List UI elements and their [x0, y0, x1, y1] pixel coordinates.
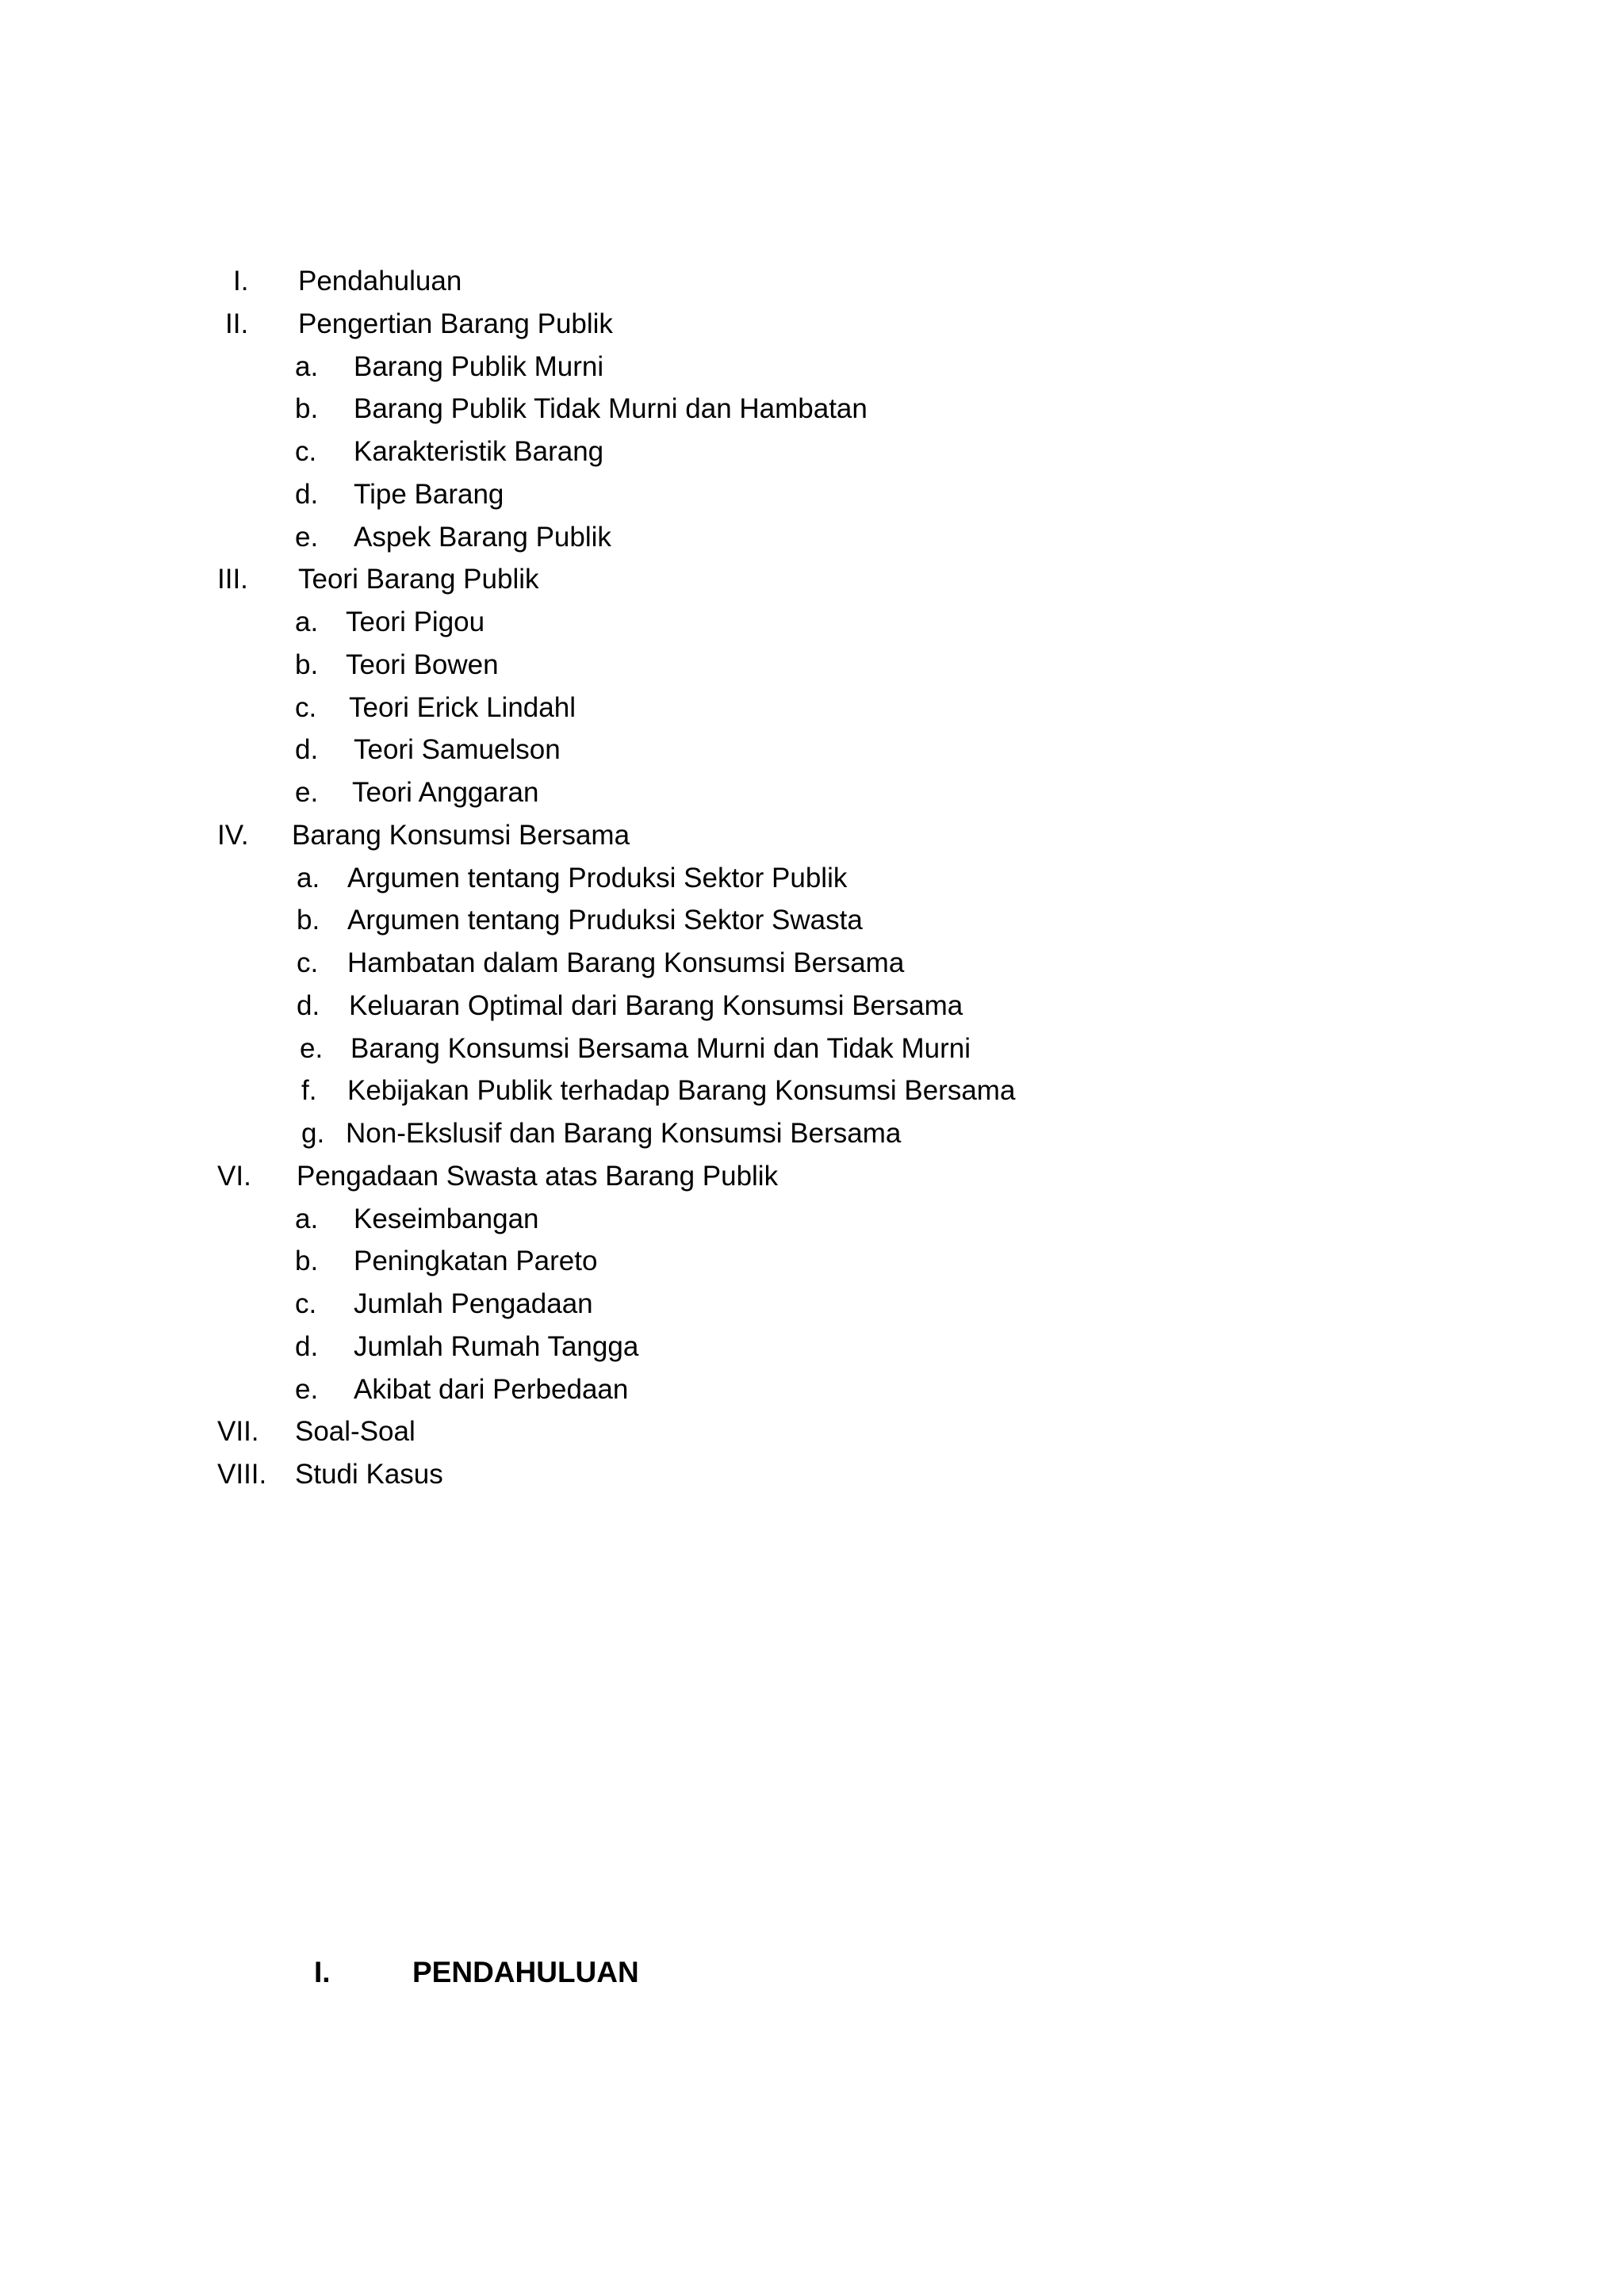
toc-label: Barang Publik Murni — [354, 350, 604, 382]
toc-number: c. — [295, 436, 317, 467]
toc-subsection — [0, 346, 1624, 388]
toc-label: Pengertian Barang Publik — [298, 308, 613, 339]
toc-number: d. — [297, 989, 320, 1021]
toc-label: Teori Erick Lindahl — [349, 691, 576, 723]
toc-subsection — [0, 942, 1624, 985]
toc-label: Keseimbangan — [354, 1203, 539, 1234]
toc-label: Studi Kasus — [295, 1459, 443, 1490]
section-heading-title: PENDAHULUAN — [412, 1956, 639, 1988]
toc-number: b. — [295, 649, 319, 680]
toc-label: Keluaran Optimal dari Barang Konsumsi Bersama — [349, 989, 963, 1021]
toc-chapter — [0, 1155, 1624, 1198]
toc-subsection — [0, 1112, 1624, 1155]
toc-subsection — [0, 1027, 1624, 1070]
toc-label: Akibat dari Perbedaan — [354, 1373, 629, 1405]
toc-number: VI. — [217, 1160, 251, 1192]
toc-label: Teori Bowen — [346, 649, 499, 680]
toc-number: g. — [301, 1118, 325, 1149]
toc-number: d. — [295, 734, 319, 766]
toc-chapter — [0, 1410, 1624, 1453]
toc-label: Karakteristik Barang — [354, 436, 604, 467]
toc-subsection — [0, 771, 1624, 814]
toc-label: Non-Ekslusif dan Barang Konsumsi Bersama — [346, 1118, 902, 1149]
toc-subsection — [0, 1240, 1624, 1283]
toc-number: a. — [295, 607, 319, 637]
toc-number: VII. — [217, 1416, 259, 1448]
toc-subsection — [0, 430, 1624, 473]
toc-subsection — [0, 601, 1624, 644]
toc-number: a. — [295, 350, 319, 382]
toc-label: Teori Barang Publik — [298, 564, 539, 595]
toc-subsection — [0, 899, 1624, 942]
toc-number: IV. — [217, 819, 249, 851]
toc-label: Tipe Barang — [354, 478, 504, 510]
section-heading — [0, 1949, 1624, 1996]
toc-chapter — [0, 303, 1624, 346]
toc-subsection — [0, 729, 1624, 771]
toc-subsection — [0, 857, 1624, 900]
toc-label: Barang Konsumsi Bersama Murni dan Tidak Murni — [350, 1032, 971, 1064]
toc-label: Jumlah Pengadaan — [354, 1288, 593, 1319]
toc-number: b. — [295, 393, 319, 425]
toc-number: II. — [225, 308, 249, 339]
toc-subsection — [0, 985, 1624, 1027]
toc-number: a. — [297, 862, 320, 894]
toc-subsection — [0, 1368, 1624, 1411]
toc-chapter — [0, 814, 1624, 857]
toc-label: Aspek Barang Publik — [354, 521, 611, 553]
toc-label: Hambatan dalam Barang Konsumsi Bersama — [347, 947, 905, 978]
toc-number: c. — [295, 691, 317, 723]
toc-subsection — [0, 1326, 1624, 1368]
toc-label: Kebijakan Publik terhadap Barang Konsumsi Bersama — [347, 1075, 1016, 1107]
toc-number: I. — [233, 266, 249, 297]
toc-number: e. — [295, 1373, 319, 1405]
toc-number: VIII. — [217, 1459, 267, 1490]
toc-subsection — [0, 644, 1624, 687]
toc-subsection — [0, 687, 1624, 729]
toc-subsection — [0, 473, 1624, 516]
toc-label: Pengadaan Swasta atas Barang Publik — [297, 1160, 779, 1192]
toc-label: Jumlah Rumah Tangga — [354, 1330, 639, 1362]
toc-label: Argumen tentang Produksi Sektor Publik — [347, 862, 848, 894]
toc-number: b. — [295, 1246, 319, 1277]
toc-number: b. — [297, 905, 320, 936]
toc-label: Argumen tentang Pruduksi Sektor Swasta — [347, 905, 863, 936]
toc-label: Teori Anggaran — [352, 777, 539, 808]
toc-label: Barang Publik Tidak Murni dan Hambatan — [354, 393, 868, 425]
toc-number: e. — [300, 1032, 324, 1064]
toc-label: Teori Samuelson — [354, 734, 561, 766]
toc-label: Pendahuluan — [298, 266, 462, 297]
toc-number: c. — [295, 1288, 317, 1319]
toc-number: c. — [297, 947, 319, 978]
toc-number: e. — [295, 521, 319, 553]
toc-label: Teori Pigou — [346, 607, 485, 637]
toc-subsection — [0, 516, 1624, 559]
section-heading-number: I. — [314, 1956, 331, 1988]
toc-number: d. — [295, 1330, 319, 1362]
toc-number: f. — [301, 1075, 317, 1107]
toc-chapter — [0, 558, 1624, 601]
toc-label: Peningkatan Pareto — [354, 1246, 598, 1277]
toc-number: a. — [295, 1203, 319, 1234]
toc-chapter — [0, 260, 1624, 303]
toc-chapter — [0, 1453, 1624, 1496]
toc-number: III. — [217, 564, 248, 595]
toc-label: Barang Konsumsi Bersama — [292, 819, 630, 851]
toc-subsection — [0, 388, 1624, 430]
toc-label: Soal-Soal — [295, 1416, 416, 1448]
toc-number: d. — [295, 478, 319, 510]
toc-number: e. — [295, 777, 319, 808]
toc-subsection — [0, 1283, 1624, 1326]
toc-subsection — [0, 1070, 1624, 1112]
toc-subsection — [0, 1198, 1624, 1241]
